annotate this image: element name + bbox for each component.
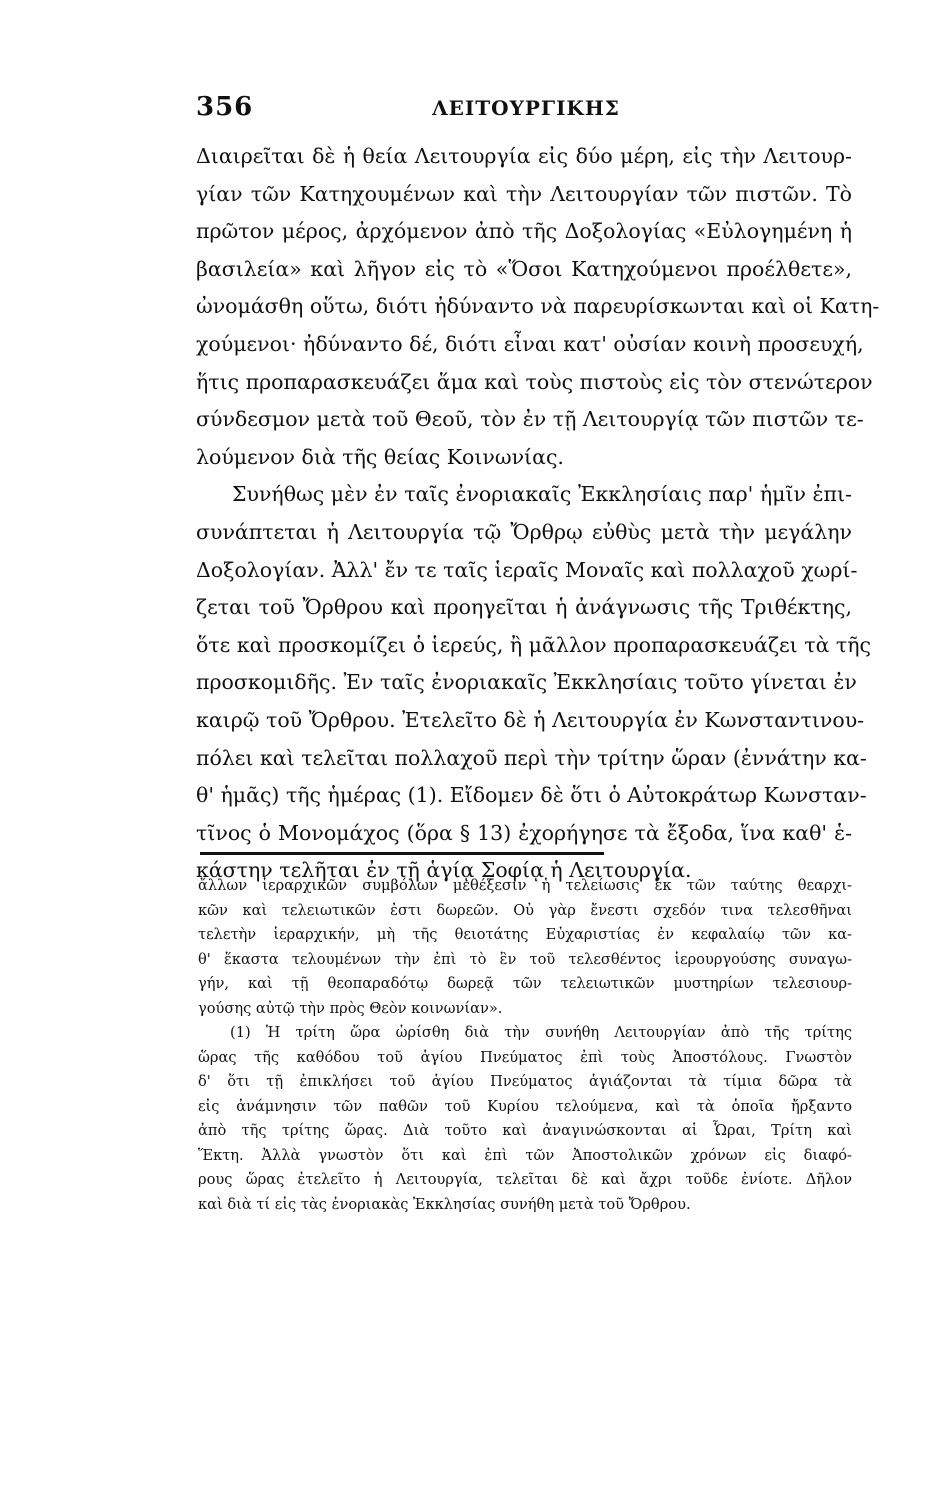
footnote-line: ἄλλων ἱεραρχικῶν συμβόλων μεθέξεσιν ἡ τελείωσις ἐκ τῶν ταύτης θεαρχι-: [198, 877, 852, 894]
body-line: Συνήθως μὲν ἐν ταῖς ἐνοριακαῖς Ἐκκλησίαις παρ' ἡμῖν ἐπι-: [232, 482, 852, 507]
footnote-line: θ' ἕκαστα τελουμένων τὴν ἐπὶ τὸ ἓν τοῦ τελεσθέντος ἱερουργούσης συναγω-: [198, 950, 852, 968]
body-line: βασιλεία» καὶ λῆγον εἰς τὸ «Ὅσοι Κατηχούμενοι προέλθετε»,: [196, 256, 852, 281]
footnote-line: τελετὴν ἱεραρχικήν, μὴ τῆς θειοτάτης Εὐχαριστίας ἐν κεφαλαίῳ τῶν κα-: [198, 926, 852, 943]
footnote-line: (1) Ἡ τρίτη ὥρα ὡρίσθη διὰ τὴν συνήθη Λειτουργίαν ἀπὸ τῆς τρίτης: [230, 1024, 852, 1041]
body-line: ὅτε καὶ προσκομίζει ὁ ἱερεύς, ἢ μᾶλλον προπαρασκευάζει τὰ τῆς: [196, 632, 872, 657]
body-line: Διαιρεῖται δὲ ἡ θεία Λειτουργία εἰς δύο μέρη, εἰς τὴν Λειτουρ-: [196, 144, 852, 168]
page-header: [196, 92, 856, 132]
footnote-line: γούσης αὐτῷ τὴν πρὸς Θεὸν κοινωνίαν».: [198, 999, 503, 1017]
footnote-line: γήν, καὶ τῇ θεοπαραδότῳ δωρεᾷ τῶν τελειωτικῶν μυστηρίων τελεσιουρ-: [198, 975, 852, 992]
footnote-line: καὶ διὰ τί εἰς τὰς ἐνοριακὰς Ἐκκλησίας συνήθη μετὰ τοῦ Ὄρθρου.: [198, 1195, 691, 1213]
running-title: ΛΕΙΤΟΥΡΓΙΚΗΣ: [432, 96, 620, 120]
footnote-line: ρους ὥρας ἐτελεῖτο ἡ Λειτουργία, τελεῖται δὲ καὶ ἄχρι τοῦδε ἐνίοτε. Δῆλον: [198, 1171, 852, 1188]
footnotes: [198, 874, 852, 1217]
body-line: σύνδεσμον μετὰ τοῦ Θεοῦ, τὸν ἐν τῇ Λειτουργίᾳ τῶν πιστῶν τε-: [196, 407, 864, 432]
body-line: ζεται τοῦ Ὄρθρου καὶ προηγεῖται ἡ ἀνάγνωσις τῆς Τριθέκτης,: [196, 595, 852, 620]
body-line: λούμενον διὰ τῆς θείας Κοινωνίας.: [196, 444, 564, 469]
body-text: [196, 138, 880, 890]
body-line: προσκομιδῆς. Ἐν ταῖς ἐνοριακαῖς Ἐκκλησίαις τοῦτο γίνεται ἐν: [196, 670, 857, 695]
footnote-line: εἰς ἀνάμνησιν τῶν παθῶν τοῦ Κυρίου τελούμενα, καὶ τὰ ὁποῖα ἤρξαντο: [198, 1097, 852, 1115]
body-line: συνάπτεται ἡ Λειτουργία τῷ Ὄρθρῳ εὐθὺς μετὰ τὴν μεγάλην: [196, 519, 852, 544]
footnote-line: Ἕκτη. Ἀλλὰ γνωστὸν ὅτι καὶ ἐπὶ τῶν Ἀποστολικῶν χρόνων εἰς διαφό-: [198, 1146, 852, 1164]
body-line: τῖνος ὁ Μονομάχος (ὅρα § 13) ἐχορήγησε τὰ ἔξοδα, ἵνα καθ' ἑ-: [196, 820, 852, 845]
body-line: θ' ἡμᾶς) τῆς ἡμέρας (1). Εἴδομεν δὲ ὅτι ὁ Αὐτοκράτωρ Κωνσταν-: [196, 783, 867, 808]
body-line: καιρῷ τοῦ Ὄρθρου. Ἐτελεῖτο δὲ ἡ Λειτουργία ἐν Κωνσταντινου-: [196, 707, 865, 732]
body-line: Δοξολογίαν. Ἀλλ' ἔν τε ταῖς ἱεραῖς Μοναῖς καὶ πολλαχοῦ χωρί-: [196, 557, 858, 582]
body-line: κάστην τελῆται ἐν τῇ ἁγίᾳ Σοφίᾳ ἡ Λειτουργία.: [196, 858, 692, 883]
footnote-line: ὥρας τῆς καθόδου τοῦ ἁγίου Πνεύματος ἐπὶ τοὺς Ἀποστόλους. Γνωστὸν: [198, 1048, 852, 1066]
page-number: 356: [196, 92, 254, 122]
body-line: ὠνομάσθη οὕτω, διότι ἠδύναντο νὰ παρευρίσκωνται καὶ οἱ Κατη-: [196, 294, 880, 319]
body-line: γίαν τῶν Κατηχουμένων καὶ τὴν Λειτουργίαν τῶν πιστῶν. Τὸ: [196, 181, 852, 206]
body-line: πρῶτον μέρος, ἀρχόμενον ἀπὸ τῆς Δοξολογίας «Εὐλογημένη ἡ: [196, 219, 852, 244]
footnote-separator: [200, 852, 604, 855]
body-line: χούμενοι· ἠδύναντο δέ, διότι εἶναι κατ' οὐσίαν κοινὴ προσευχή,: [196, 331, 864, 356]
footnote-line: κῶν καὶ τελειωτικῶν ἐστι δωρεῶν. Οὐ γὰρ ἔνεστι σχεδόν τινα τελεσθῆναι: [198, 901, 852, 919]
body-line: πόλει καὶ τελεῖται πολλαχοῦ περὶ τὴν τρίτην ὥραν (ἐννάτην κα-: [196, 745, 867, 770]
footnote-line: δ' ὅτι τῇ ἐπικλήσει τοῦ ἁγίου Πνεύματος ἁγιάζονται τὰ τίμια δῶρα τὰ: [198, 1073, 852, 1090]
body-line: ἥτις προπαρασκευάζει ἅμα καὶ τοὺς πιστοὺς εἰς τὸν στενώτερον: [196, 369, 873, 394]
footnote-line: ἀπὸ τῆς τρίτης ὥρας. Διὰ τοῦτο καὶ ἀναγινώσκονται αἱ Ὧραι, Τρίτη καὶ: [198, 1122, 852, 1139]
